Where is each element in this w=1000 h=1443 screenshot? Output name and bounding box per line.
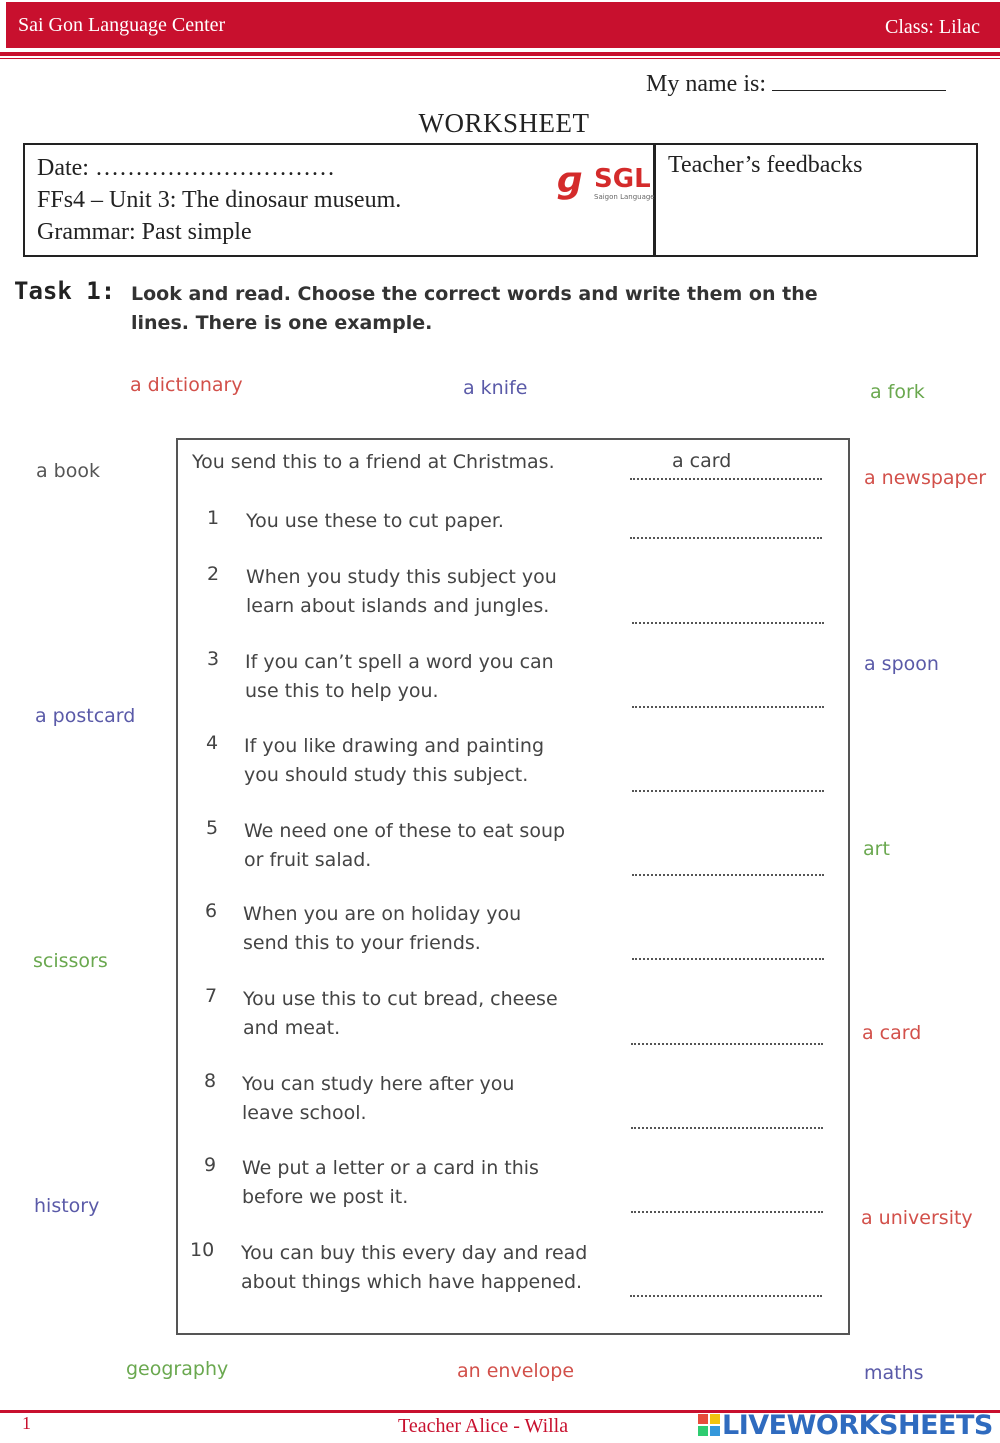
grammar-line: Grammar: Past simple <box>37 219 252 245</box>
question-line: and meat. <box>243 1017 341 1039</box>
word-bank-item: a card <box>862 1022 922 1044</box>
word-bank-item: a newspaper <box>864 467 987 489</box>
answer-line[interactable] <box>632 696 824 708</box>
question-line: We put a letter or a card in this <box>242 1157 539 1179</box>
question-number: 9 <box>204 1154 217 1176</box>
center-name: Sai Gon Language Center <box>18 14 226 36</box>
worksheet-title: WORKSHEET <box>418 108 590 138</box>
sgl-logo-text: SGL <box>594 164 651 194</box>
example-answer: a card <box>672 450 732 472</box>
question-text <box>241 1239 587 1297</box>
word-bank-item: history <box>34 1195 100 1217</box>
question-line: When you are on holiday you <box>243 903 522 925</box>
word-bank-item: scissors <box>33 950 108 972</box>
question-number: 10 <box>190 1239 215 1261</box>
question-line: You can study here after you <box>242 1073 515 1095</box>
date-line: Date: ………………………… <box>37 155 335 181</box>
answer-line[interactable] <box>632 948 824 960</box>
question-line: about things which have happened. <box>241 1271 583 1293</box>
question-line: before we post it. <box>242 1186 409 1208</box>
question-line: We need one of these to eat soup <box>244 820 566 842</box>
question-text <box>242 1070 514 1128</box>
word-bank-item: an envelope <box>457 1360 575 1382</box>
name-prompt <box>646 70 946 98</box>
teacher-name: Teacher Alice - Willa <box>398 1415 569 1437</box>
liveworksheets-logo-icon <box>698 1414 720 1436</box>
question-number: 3 <box>207 648 220 670</box>
header-divider-thin <box>0 58 1000 59</box>
word-bank-item: a knife <box>463 377 528 399</box>
word-bank-item: maths <box>864 1362 924 1384</box>
class-name: Class: Lilac <box>885 16 980 38</box>
question-number: 1 <box>207 507 220 529</box>
example-text: You send this to a friend at Christmas. <box>192 451 555 473</box>
name-prompt-label: My name is: <box>646 71 766 97</box>
feedback-label: Teacher’s feedbacks <box>668 152 863 178</box>
question-line: learn about islands and jungles. <box>246 595 550 617</box>
unit-line: FFs4 – Unit 3: The dinosaur museum. <box>37 187 402 213</box>
word-bank-item: a fork <box>870 381 925 403</box>
task-instruction <box>131 280 931 338</box>
question-text <box>244 732 544 790</box>
question-line: When you study this subject you <box>246 566 557 588</box>
question-line: You use this to cut bread, cheese <box>243 988 558 1010</box>
answer-line[interactable] <box>630 1285 822 1297</box>
question-line: leave school. <box>242 1102 367 1124</box>
answer-line[interactable] <box>631 1117 823 1129</box>
example-answer-line <box>630 468 822 480</box>
word-bank-item: art <box>863 838 890 860</box>
question-text <box>244 817 565 875</box>
info-lines <box>37 152 401 248</box>
question-number: 7 <box>205 985 218 1007</box>
page-number: 1 <box>22 1413 31 1433</box>
task-instruction-line1: Look and read. Choose the correct words and write them on the <box>131 283 818 305</box>
question-line: or fruit salad. <box>244 849 372 871</box>
question-text <box>242 1154 539 1212</box>
question-line: If you can’t spell a word you can <box>245 651 554 673</box>
word-bank-item: a postcard <box>35 705 136 727</box>
word-bank-item: a university <box>861 1207 973 1229</box>
question-text <box>243 900 521 958</box>
answer-line[interactable] <box>632 780 824 792</box>
question-text: You use these to cut paper. <box>246 510 504 532</box>
question-text <box>246 563 557 621</box>
question-line: use this to help you. <box>245 680 439 702</box>
word-bank-item: a dictionary <box>130 374 243 396</box>
question-line: you should study this subject. <box>244 764 529 786</box>
name-blank-field[interactable] <box>772 70 946 91</box>
answer-line[interactable] <box>631 1033 823 1045</box>
liveworksheets-brand[interactable]: LIVEWORKSHEETS <box>722 1410 993 1441</box>
answer-line[interactable] <box>632 864 824 876</box>
question-line: If you like drawing and painting <box>244 735 545 757</box>
question-line: You can buy this every day and read <box>241 1242 588 1264</box>
header-divider <box>0 52 1000 56</box>
question-number: 4 <box>206 732 219 754</box>
question-line: send this to your friends. <box>243 932 481 954</box>
answer-line[interactable] <box>630 527 822 539</box>
word-bank-item: a spoon <box>864 653 939 675</box>
question-number: 8 <box>204 1070 217 1092</box>
question-number: 2 <box>207 563 220 585</box>
task-instruction-line2: lines. There is one example. <box>131 312 433 334</box>
sgl-logo-sub: Saigon Language <box>594 193 655 201</box>
sgl-logo-icon: ɡ <box>556 160 582 201</box>
answer-line[interactable] <box>632 612 824 624</box>
word-bank-item: geography <box>126 1358 229 1380</box>
question-text <box>245 648 554 706</box>
answer-line[interactable] <box>631 1201 823 1213</box>
task-label: Task 1: <box>14 277 116 305</box>
question-number: 5 <box>206 817 219 839</box>
question-text <box>243 985 558 1043</box>
word-bank-item: a book <box>36 460 100 482</box>
question-number: 6 <box>205 900 218 922</box>
